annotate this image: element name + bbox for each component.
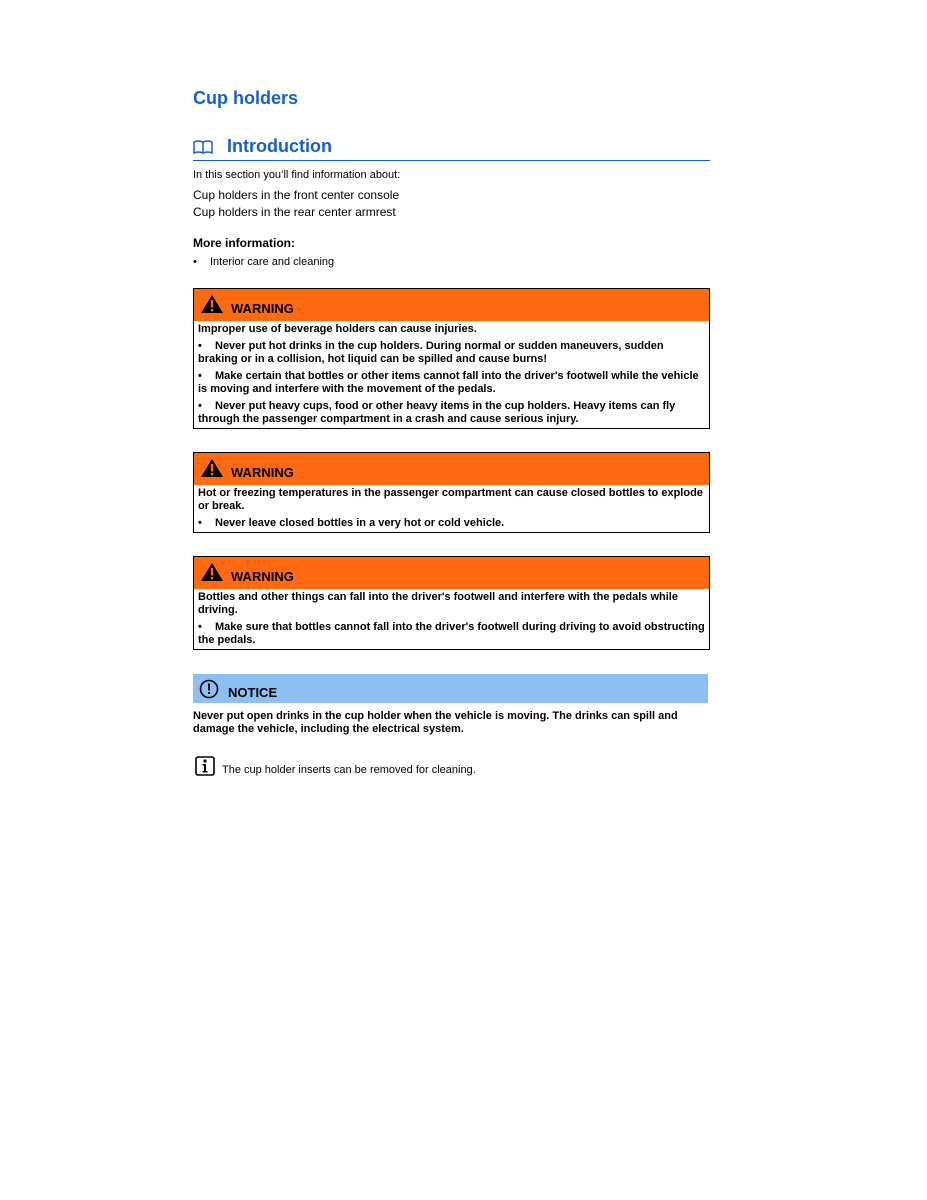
warning-body xyxy=(194,590,709,649)
bullet-marker: • xyxy=(198,370,202,382)
warning-body xyxy=(194,322,709,428)
topic-item[interactable]: Cup holders in the front center console xyxy=(193,188,400,202)
warning-bullet: • Never put hot drinks in the cup holders. During normal or sudden maneuvers, sudden braking or in a collision, hot liquid can be spilled and cause burns! xyxy=(198,340,664,365)
warning-header xyxy=(194,453,709,486)
warning-box-1 xyxy=(193,288,710,429)
info-note-text: The cup holder inserts can be removed for cleaning. xyxy=(222,764,476,776)
topic-item[interactable]: Cup holders in the rear center armrest xyxy=(193,205,396,219)
warning-bullet: • Never put heavy cups, food or other heavy items in the cup holders. Heavy items can fly through the passenger compartment in a crash and cause serious injury. xyxy=(198,400,676,425)
more-info-item[interactable]: Interior care and cleaning xyxy=(210,256,335,268)
section-title: Introduction xyxy=(227,136,332,156)
more-info-list xyxy=(193,256,334,268)
warning-lead: Improper use of beverage holders can cause injuries. xyxy=(198,323,477,335)
bullet-marker: • xyxy=(193,256,197,268)
section-header xyxy=(193,136,710,161)
bullet-marker: • xyxy=(198,621,202,633)
notice-label: NOTICE xyxy=(228,685,278,700)
warning-label: WARNING xyxy=(231,569,294,584)
warning-body xyxy=(194,486,709,532)
warning-lead: Bottles and other things can fall into the driver's footwell and interfere with the pedals while driving. xyxy=(198,591,678,616)
notice-header xyxy=(193,674,708,703)
bullet-marker: • xyxy=(198,400,202,412)
intro-text: In this section you’ll find information about: xyxy=(193,169,401,181)
warning-bullet: • Make certain that bottles or other items cannot fall into the driver's footwell while the vehicle is moving and interfere with the movement of the pedals. xyxy=(198,370,699,395)
notice-exclamation-icon xyxy=(199,679,219,699)
warning-header xyxy=(194,289,709,322)
warning-lead: Hot or freezing temperatures in the passenger compartment can cause closed bottles to explode or break. xyxy=(198,487,703,512)
bullet-marker: • xyxy=(198,517,202,529)
page-title: Cup holders xyxy=(193,88,299,108)
warning-header xyxy=(194,557,709,590)
warning-label: WARNING xyxy=(231,465,294,480)
warning-box-2 xyxy=(193,452,710,533)
bullet-marker: • xyxy=(198,340,202,352)
notice-text: Never put open drinks in the cup holder when the vehicle is moving. The drinks can spill and damage the vehicle, including the electrical system. xyxy=(193,710,678,735)
info-icon xyxy=(195,756,215,776)
warning-triangle-icon xyxy=(200,458,224,478)
warning-bullet: • Make sure that bottles cannot fall into the driver's footwell during driving to avoid obstructing the pedals. xyxy=(198,621,705,646)
warning-box-3 xyxy=(193,556,710,650)
topic-list xyxy=(193,187,399,221)
warning-triangle-icon xyxy=(200,562,224,582)
more-info-label: More information: xyxy=(193,236,295,250)
warning-triangle-icon xyxy=(200,294,224,314)
warning-bullet: • Never leave closed bottles in a very hot or cold vehicle. xyxy=(198,517,505,529)
book-icon xyxy=(193,140,213,154)
warning-label: WARNING xyxy=(231,301,294,316)
